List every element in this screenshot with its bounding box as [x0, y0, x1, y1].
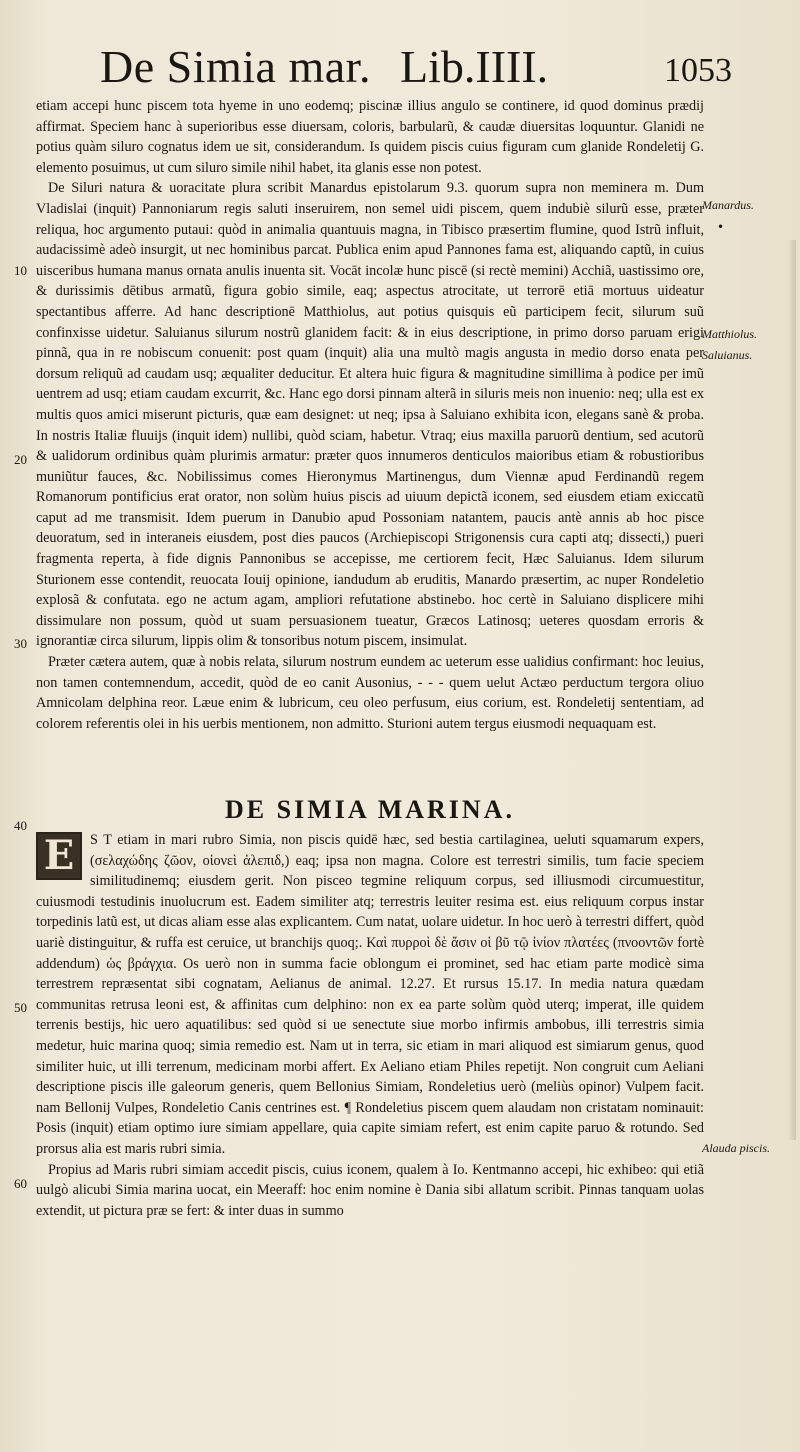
marginal-note-matthiolus: Matthiolus.: [702, 327, 758, 341]
section-heading: DE SIMIA MARINA.: [225, 795, 515, 824]
line-number-40: 40: [14, 818, 27, 833]
simia-text-block: [36, 830, 704, 1221]
page-edge-shadow: [788, 240, 796, 1140]
line-number-60: 60: [14, 1176, 27, 1191]
line-number-10: 10: [14, 263, 27, 278]
marginal-dot-mark: •: [717, 220, 725, 234]
paragraph-silurus-2: De Siluri natura & uoracitate plura scribit Manardus epistolarum 9.3. quorum supra non meminera m. Dum Vladislai (inquit) Pannoniarum regis saluti inseruirem, non semel uidi piscem, quem indubiè silurũ esse, præter reliqua, hoc argumento putaui: quòd in animalia quantuuis magna, in Tibisco præsertim flumine, quod Istrũ influit, audacissimè adeò insurgit, ut nec hominibus parcat. Publica enim apud Pannones fama est, aliquando captũ, in cuius uisceribus humana manus ornata anulis inuenta sit. Vocāt incolæ hunc piscē (si rectè memini) Acchiã, uastissimo ore, & durissimis dētibus armatũ, figura gobio simile, eaq; aspectus atrocitate, ut terrorē etiā mortuus uideatur spectantibus afferre. Ad hanc descriptionē Matthiolus, aut potius quisquis eũ participem fecit, silurum suũ confinxisse uidetur. Saluianus silurum nostrũ glanidem facit: & in eius descriptione, in primo dorso paruam erigi pinnã, qua in re nobiscum conuenit: post quam (inquit) alia una multò magis angusta in medio dorso enata per dorsum reliquũ ad caudam usq; æqualiter deducitur. Et altera huic figura & magnitudine simillima à podice per imũ uentrem ad usq; etiam caudam excurrit, &c. Hanc ego dorsi pinnam alterã in siluris meis non inuenio: neq; ulla est ex multis quos amici miserunt picturis, quæ eam designet: ut neq; ipsa à Saluiano exhibita icon, elegans sanè & proba. In nostris Italiæ fluuijs (inquit idem) nullibi, quòd sciam, habetur. Vtraq; eius maxilla paruorũ dentium, sed acutorũ & ualidorum ordinibus quàm plurimis armatur: præter quos innumeros denticulos maioribus etiam & robustioribus muniũtur fauces, &c. Nobilissimus comes Hieronymus Martinengus, dum Viennæ apud Ferdinandũ regem Romanorum pontificius erat orator, non solùm huius piscis ad uiuum depictã iconem, sed eiusdem etiam exiccatũ caput ad me transmisit. Idem puerum in Danubio apud Possoniam natantem, paucis antè annis ab hoc pisce deuoratum, sed in interaneis eiusdem, post dies paucos (Archiepiscopi Strigonensis cura capti atq; dissecti,) pueri fragmenta reperta, à fide dignis Pannonibus se accepisse, me certiorem fecit, Hæc Saluianus. Idem silurum Sturionem esse contendit, reuocata Iouij opinione, iandudum ab eruditis, Manardo præsertim, ac nuper Rondeletio explosã & confutata. ego ne actum agam, ampliori refutatione abstinebo. hoc certè in Saluiano displicere mihi dissimulare non possum, quòd ut suam persuasionem tueatur, Græcos Latinosq; ueteres quosdam erroris & ignorantiæ circa silurum, lippis olim & tonsoribus notum piscem, insimulat.: [36, 180, 704, 650]
paragraph-simia-1: S T etiam in mari rubro Simia, non piscis quidē hæc, sed bestia cartilaginea, ueluti squamarum expers, (σελαχώδης ζῶον, οἱονεὶ ἀλεπιδ,) eaq; ipsa non magna. Colore est terrestri similis, tum facie speciem similitudinemq; eiusdem gerit. Non pisceo tegmine reliquum corpus, sed illiusmodi circumuestitur, cuiusmodi testudinis inuolucrum est. Eadem similiter atq; terrestris leuiter resima est. eius reliquum corpus instar torpedinis latũ est, ut dicas aliam esse alas explicantem. Cum natat, uolare uidetur. In hoc uerò à terrestri differt, quòd uariè distinguitur, & ruffa est ceruice, ut branchijs quoq;. Καὶ πυρροὶ δὲ ἄσιν οἱ βῦ τῷ ἰνίον πλατέες (πνοοντῶν fortè addendum) ὡς βράγχια. Os uerò non in summa facie oblongum ei prominet, sed hac etiam parte modicè sima terrestrem repræsentat sibi cognatam, Aelianus de animal. 12.27. Et rursus 15.17. In media natura quædam communitas retrusa leoni est, & affinitas cum delphino: non ex ea parte solùm quòd uterq; imperat, ille quidem terrenis bestijs, hic uero aquatilibus: sed quòd si ue senectute siue morbo infirmis ambobus, illi terrestris simia medetur, huic marina quoq; simia remedio est. Nam ut in terra, sic etiam in mari aliquod est simiarum genus, quod similiter huic, ut illi terrenum, medicinam morbi affert. Ex Aeliano etiam Philes repetijt. Non congruit cum Aeliani descriptione piscis ille galeorum generis, quem Bellonius Simiam, Rondeletius uerò (meliùs opinor) Vulpem facit. nam Bellonij Vulpes, Rondeletio Canis centrines est. ¶ Rondeletius piscem quem alaudam non cristatam nominauit: Posis (inquit) etiam optimo iure simiam appellare, quia capite simiam refert, est enim capite paruo & rotundo. Sed prorsus alia est maris rubri simia.: [36, 832, 704, 1157]
paragraph-silurus-1: etiam accepi hunc piscem tota hyeme in uno eodemq; piscinæ illius angulo se continere, id quod dominus prædij affirmat. Speciem hanc à superioribus esse diuersam, coloris, barbularũ, & caudæ diuersitas loquuntur. Glanidi ne potius quàm siluro cognatus idem ue sit, considerandum. Is quidem piscis cuius figuram cum glanide Rondeletij G. elemento posuimus, ut cum siluro simile nihil habet, ita glanis esse non potest.: [36, 98, 704, 176]
main-text-block: [36, 96, 704, 734]
marginal-note-manardus: Manardus.: [702, 198, 754, 212]
paragraph-silurus-3: Præter cætera autem, quæ à nobis relata, silurum nostrum eundem ac ueterum esse ualidius confirmant: hoc leuius, non tamen contemnendum, accedit, quòd de eo canit Ausonius, - - - quem uelut Actæo perductum tergora oliuo Amnicolam delphina reor. Læue enim & lubricum, ceu oleo perfusum, eius corium, est. Rondeletij sententiam, ad colorem referentis olei in his uerbis mentionem, non admitto. Sturioni autem tergus eiusmodi nequaquam est.: [36, 654, 704, 732]
marginal-note-alauda: Alauda piscis.: [702, 1141, 770, 1155]
running-head: [100, 30, 732, 100]
drop-initial: E: [36, 832, 82, 880]
line-number-20: 20: [14, 452, 27, 467]
marginal-note-saluianus: Saluianus.: [702, 348, 753, 362]
running-head-title: De Simia mar.: [100, 41, 371, 92]
line-number-50: 50: [14, 1000, 27, 1015]
running-head-book: Lib.IIII.: [400, 41, 549, 92]
paragraph-simia-2: Propius ad Maris rubri simiam accedit piscis, cuius iconem, qualem à Io. Kentmanno accepi, hic exhibeo: qui etiã uulgò alicubi Simia marina uocat, ein Meeraff: hoc enim nomine è Dania sibi allatum scribit. Pinnas tanquam uolas extendit, ut pictura præ se fert: & inter duas in summo: [36, 1161, 704, 1219]
line-number-30: 30: [14, 636, 27, 651]
folio-number: 1053: [664, 52, 732, 89]
